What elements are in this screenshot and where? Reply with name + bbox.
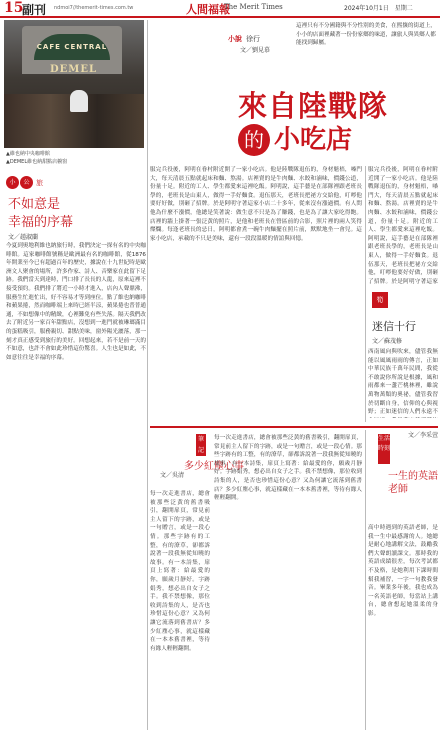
sidebar-author: 文／蘇茂修 xyxy=(372,338,403,345)
main-article-body: 服完兵役後，阿明在眷村附近開了一家小吃店。他是陸戰隊退伍的，身材魁梧，嗓門大，每天清晨五點就起床和麵、熬湯。店裡賣的是牛肉麵、水餃和滷味，價錢公道，份量十足。附近的工人、學生都愛來這裡吃飯。阿明說，這手藝是在部隊裡跟老班長學的，老班長是山東人，做得一手好麵食。退伍那天，老班長把祕方交給他，叮嚀他要好好做，別砸了招牌。於是阿明守著這家小店二十多年，從來沒有漲過價。有人問他為什麼不漲價，他總是笑著說：做生意不只是為了賺錢，也是為了讓大家吃得飽。店裡的牆上掛著一張泛黃的照片，是他和老班長在營區前的合影，照片裡的兩人笑得燦爛。每逢老班長的忌日，阿明都會煮一碗牛肉麵擺在照片前，默默地坐一會兒。這家小吃店，承載的不只是美味，還有一段段溫暖的情誼與回憶。 xyxy=(150,167,362,242)
essay-body: 今夏到奧地利維也納旅行時，我們決定一探有名的中央咖啡館。這家咖啡館號稱是歐洲最有名的咖啡館，從1876年開業至今已有超過百年的歷史，據說在十九世紀時是歐洲文人聚會的場所，許多作家、詩人、音樂家在此留下足跡。我們當天到達時，門口排了長長的人龍，原來這裡不接受預約。我們排了將近一小時才進入，店內人聲鼎沸，服務生忙進忙出，好不容易才等到座位。點了維也納咖啡和蘋果捲，然而咖啡端上來時已經半涼，蘋果捲也普普通通，不如想像中的精緻，心裡難免有些失落。隔天我們改去了附近另一家百年甜點店，沒想到一進門就被琳瑯滿目的蛋糕吸引，服務親切、甜點美味，窗外陽光灑落，那一刻才真正感受到旅行的美好。回想起來，若不是前一天的不如意，也許不會如此珍惜這份驚喜。人生也是如此，不如意往往是幸福的序幕。 xyxy=(6,243,146,361)
caption-line: ▲維也納中央咖啡館 xyxy=(6,151,50,157)
page-number: 15 xyxy=(4,0,24,16)
bottom-right-title: 一生的英語老師 xyxy=(388,471,438,495)
essay-byline: 文／趙淑蘭 xyxy=(8,234,39,241)
storefront-sign: DEMEL xyxy=(50,64,98,75)
section-rule xyxy=(150,426,438,428)
cafe-photo xyxy=(4,20,144,148)
bottom-middle-title: 多少紅塵心事 xyxy=(184,461,244,472)
main-article-title: 來自陸戰隊 xyxy=(238,89,389,123)
essay-title xyxy=(8,196,73,232)
masthead: 人間福報 xyxy=(186,3,230,16)
page-section: 副刊 xyxy=(22,3,47,17)
bottom-middle-body: 每一次走進書店，總會被那些泛黃的舊書吸引，翻開扉頁，常見前主人留下的字跡，或是一句贈言，或是一段心情。那些字跡有的工整，有的潦草，卻都訴說著一段我無從知曉的故事。有一本詩集，扉頁上寫著：給最愛的你，願歲月靜好。字跡娟秀，想必出自女子之手。我不禁想像，那位收到詩集的人，是否也珍惜這份心意？又為何讓它流落到舊書店？多少紅塵心事，就這樣藏在一本本舊書裡，等待有緣人輕輕翻開。 xyxy=(150,491,210,652)
main-article-subtitle: 小吃店 xyxy=(274,125,353,155)
cafe-sign: CAFE CENTRAL xyxy=(34,34,110,60)
column-badge: 生活時刻 xyxy=(378,434,390,464)
section-tag: 小說 xyxy=(228,35,242,43)
column-badge: 筆記 xyxy=(197,436,204,454)
title-connector: 的 xyxy=(238,124,270,156)
bottom-right-body: 高中時遇到的英語老師，是我一生中最感謝的人。她總是耐心地講解文法，鼓勵我們大聲朗讀課文。那時我的英語成績很差，每次考試都不及格，是她利用下課時間幫我補習，一字一句教我發音。畢業多年後，我也成為一名英語老師，每當站上講台，總會想起她溫柔的身影。 xyxy=(368,525,438,617)
sidebar-title: 迷信十行 xyxy=(372,320,416,333)
column-badge: 公 xyxy=(20,176,33,189)
lead-quote: 這裡只有不分國籍與不分性別的美食，在熙攘的街道上，小小的店面裡藏著一份份家鄉的味道，讓旅人與異鄉人都能找到歸屬。 xyxy=(296,23,436,47)
article-author: 文／劉見慕 xyxy=(240,47,271,54)
bottom-middle-body-cont: 每一次走進書店，總會被那些泛黃的舊書吸引，翻開扉頁，常見前主人留下的字跡，或是一句贈言，或是一段心情。那些字跡有的工整，有的潦草，卻都訴說著一段我無從知曉的故事。有一本詩集，扉頁上寫著：給最愛的你，願歲月靜好。字跡娟秀，想必出自女子之手。我不禁想像，那位收到詩集的人，是否也珍惜這份心意？又為何讓它流落到舊書店？多少紅塵心事，就這樣藏在一本本舊書裡，等待有緣人輕輕翻開。 xyxy=(214,435,362,502)
column-divider xyxy=(365,166,366,422)
caption-line: ▲DEMEL維也納甜點店櫥窗 xyxy=(6,159,68,165)
column-badge: 小 xyxy=(6,176,19,189)
essay-title-line: 幸福的序幕 xyxy=(8,215,74,230)
masthead-english: The Merit Times xyxy=(224,3,283,11)
chef-figure xyxy=(70,90,88,112)
column-tag: 旅 xyxy=(36,179,43,187)
page-date: 2024年10月1日 星期二 xyxy=(344,5,413,12)
essay-title-line: 不如意是 xyxy=(8,197,61,212)
column-divider xyxy=(365,430,366,730)
column-divider xyxy=(147,20,148,730)
sidebar-badge: 筍 xyxy=(372,292,388,308)
page-url: ndmoi7//themerit-times.com.tw xyxy=(54,5,134,11)
section-subtag: 徐行 xyxy=(246,35,260,43)
sidebar-body: 西南風向與吹來，儘管我無能以風風雨雨的傳言，正如中華民族千萬年民間，我從不敢說你所說是根據，風和雨都來一盞芒桃林裡，雖說萬物萬類的奧祕，儘管我習於切斷自身，信仰的心與視野；正如迷信的人們永遠不 xyxy=(368,349,438,416)
article-continuation: 服完兵役後，阿明在眷村附近開了一家小吃店。他是陸戰隊退伍的，身材魁梧，嗓門大，每天清晨五點就起床和麵、熬湯。店裡賣的是牛肉麵、水餃和滷味，價錢公道，份量十足。附近的工人、學生都愛來這裡吃飯。阿明說，這手藝是在部隊裡跟老班長學的，老班長是山東人，做得一手好麵食。退伍那天，老班長把祕方交給他，叮嚀他要好好做，別砸了招牌。於是阿明守著這家 xyxy=(368,167,438,285)
photo-caption xyxy=(6,150,144,166)
bottom-middle-author: 文／吳清 xyxy=(160,472,185,479)
bottom-right-author: 文／李采萱 xyxy=(408,432,439,439)
